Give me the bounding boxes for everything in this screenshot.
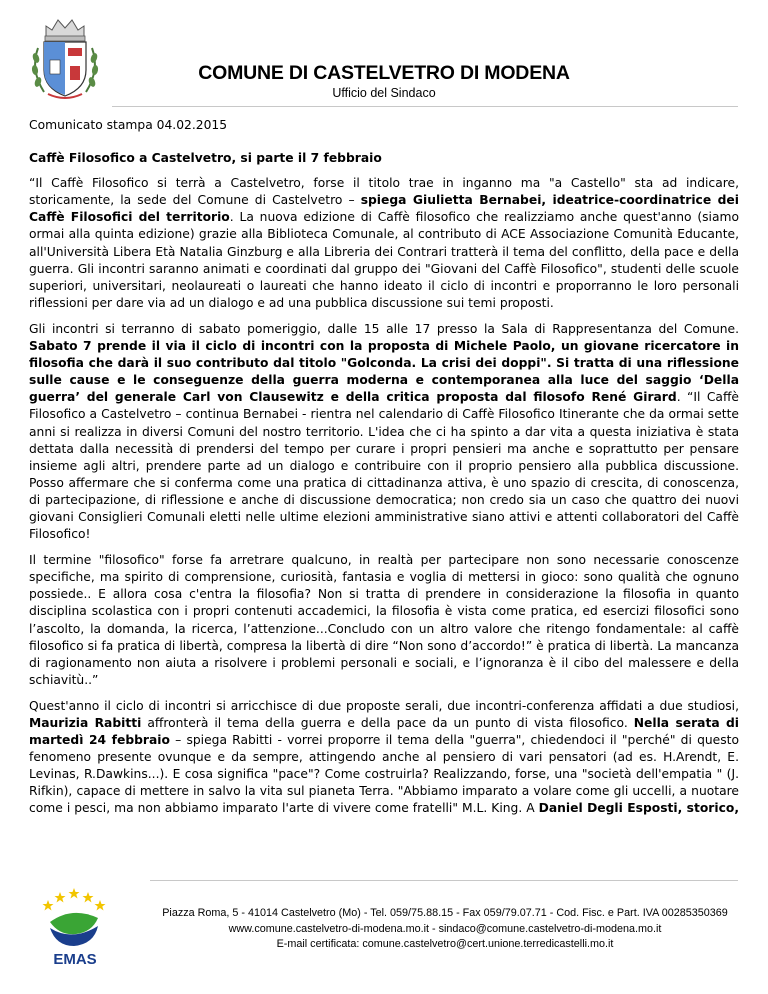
paragraph-3 [29,552,739,689]
document-body [29,117,739,826]
text-run: affronterà il tema della guerra e della pace da un punto di vista filosofico. [141,716,634,730]
footer-contacts [140,906,750,953]
text-run: – spiega Rabitti - vorrei proporre il tema della "guerra", chiedendoci il "perché" di questo fenomeno presente ovunque e da sempre, attingendo anche al pensiero di vari pensatori (ad es. H.Arendt, E. Levinas, R.Dawkins...). E cosa significa "pace"? Come costruirla? Realizzando, forse, una "società dell'empatia " (J. Rifkin), capace di mettere in salvo la vita sul pianeta Terra. "Abbiamo imparato a volare come gli uccelli, a nuotare come i pesci, ma non abbiamo imparato l'arte di vivere come fratelli" M.L. King. A [29,733,739,816]
text-run: . “Il Caffè Filosofico a Castelvetro – continua Bernabei - rientra nel calendario di Caffè Filosofico Itinerante che da ormai sette anni si realizza in diversi Comuni del nostro territorio. L'idea che ci ha spinto a dar vita a questa iniziativa è stata dettata dalla necessità di prendersi del tempo per curare i propri pensieri ma anche e soprattutto per pensare insieme agli altri, prendere parte ad un dialogo e contribuire con il proprio pensiero alla pubblica discussione. Posso affermare che si conferma come una pratica di cittadinanza attiva, è uno spazio di crescita, di conoscenza, di partecipazione, di riflessione e anche di discussione democratica; non credo sia un caso che quattro dei nuovi giovani Consiglieri Comunali eletti nelle ultime elezioni amministrative siano attivi e attenti collaboratori del Caffè Filosofico! [29,390,739,542]
header-divider [112,106,738,107]
bold-text-run: Sabato 7 prende il via il ciclo di incontri con la proposta di Michele Paolo, un giovane ricercatore in filosofia che darà il suo contributo dal titolo "Golconda. La crisi dei doppi". Si tratta di una riflessione sulle cause e le conseguenze della guerra moderna e contemporanea alla luce del saggio ‘Della guerra’ del generale Carl von Clausewitz e della critica proposta dal filosofo René Girard [29,339,739,405]
footer-divider [150,880,738,881]
footer-address: Piazza Roma, 5 - 41014 Castelvetro (Mo) - Tel. 059/75.88.15 - Fax 059/79.07.71 - Cod. Fisc. e Part. IVA 00285350369 [162,907,728,919]
press-release-date: Comunicato stampa 04.02.2015 [29,118,228,132]
paragraph-2 [29,321,739,543]
footer-certified-email: E-mail certificata: comune.castelvetro@cert.unione.terredicastelli.mo.it [276,938,614,950]
text-run: . La nuova edizione di Caffè filosofico che realizziamo anche quest'anno (siamo ormai alla quinta edizione) grazie alla Biblioteca Comunale, al contributo di ACE Associazione Comunità Educante, all'Università Libera Età Natalia Ginzburg e alla Libreria dei Contrari tratterà il tema del conflitto, della pace e della guerra. Gli incontri saranno animati e coordinati dal gruppo dei "Giovani del Caffè Filosofico", studenti delle scuole superiori, universitari, neolaureati o laureati che hanno ideato il ciclo di incontri e proporranno le loro personali riflessioni per dare via ad un dialogo e ad una pubblica discussione sui temi proposti. [29,210,740,310]
bold-text-run: Daniel Degli Esposti, storico, [538,801,739,816]
headline: Caffè Filosofico a Castelvetro, si parte il 7 febbraio [29,151,382,166]
text-run: Gli incontri si terranno di sabato pomeriggio, dalle 15 alle 17 presso la Sala di Rappresentanza del Comune. [29,321,739,336]
paragraph-1 [29,175,739,312]
paragraph-4 [29,698,739,817]
bold-text-run: Nella serata di martedì 24 febbraio [29,716,739,748]
emas-logo-icon [36,888,114,984]
bold-text-run: spiega Giulietta Bernabei, ideatrice-coordinatrice dei Caffè Filosofici del territorio [29,193,739,225]
emas-logo-label: EMAS [53,951,97,968]
text-run: Il termine "filosofico" forse fa arretrare qualcuno, in realtà per partecipare non sono necessarie conoscenze specifiche, ma spirito di comprensione, curiosità, fantasia e voglia di mettersi in gioco: sono qualità che ognuno possiede.. E allora cosa c'entra la filosofia? Non si tratta di prendere in considerazione la filosofia in quanto disciplina scolastica con i propri contenuti accademici, la filosofia è vista come pratica, ed esercizi filosofici sono l’ascolto, la domanda, la ricerca, l’attenzione...Concludo con un altro valore che ritengo fondamentale: al caffè filosofico si fa pratica di libertà, compresa la libertà di dire “Non sono d’accordo!” è pratica di libertà. La mancanza di ragionamento non aiuta a risolvere i problemi personali e sociali, e l’ignoranza è il cibo del malessere e della schiavitù..” [29,553,739,687]
page-subtitle: Ufficio del Sindaco [332,86,436,100]
footer-web-email: www.comune.castelvetro-di-modena.mo.it - sindaco@comune.castelvetro-di-modena.mo.it [228,922,662,935]
text-run: “Il Caffè Filosofico si terrà a Castelvetro, forse il titolo trae in inganno ma "a Castello" sta ad indicare, storicamente, la sede del Comune di Castelvetro – [29,176,739,208]
text-run: Quest'anno il ciclo di incontri si arricchisce di due proposte serali, due incontri-conferenza affidati a due studiosi, [29,698,739,713]
bold-text-run: Maurizia Rabitti [29,716,142,730]
page-title: COMUNE DI CASTELVETRO DI MODENA [198,62,570,84]
